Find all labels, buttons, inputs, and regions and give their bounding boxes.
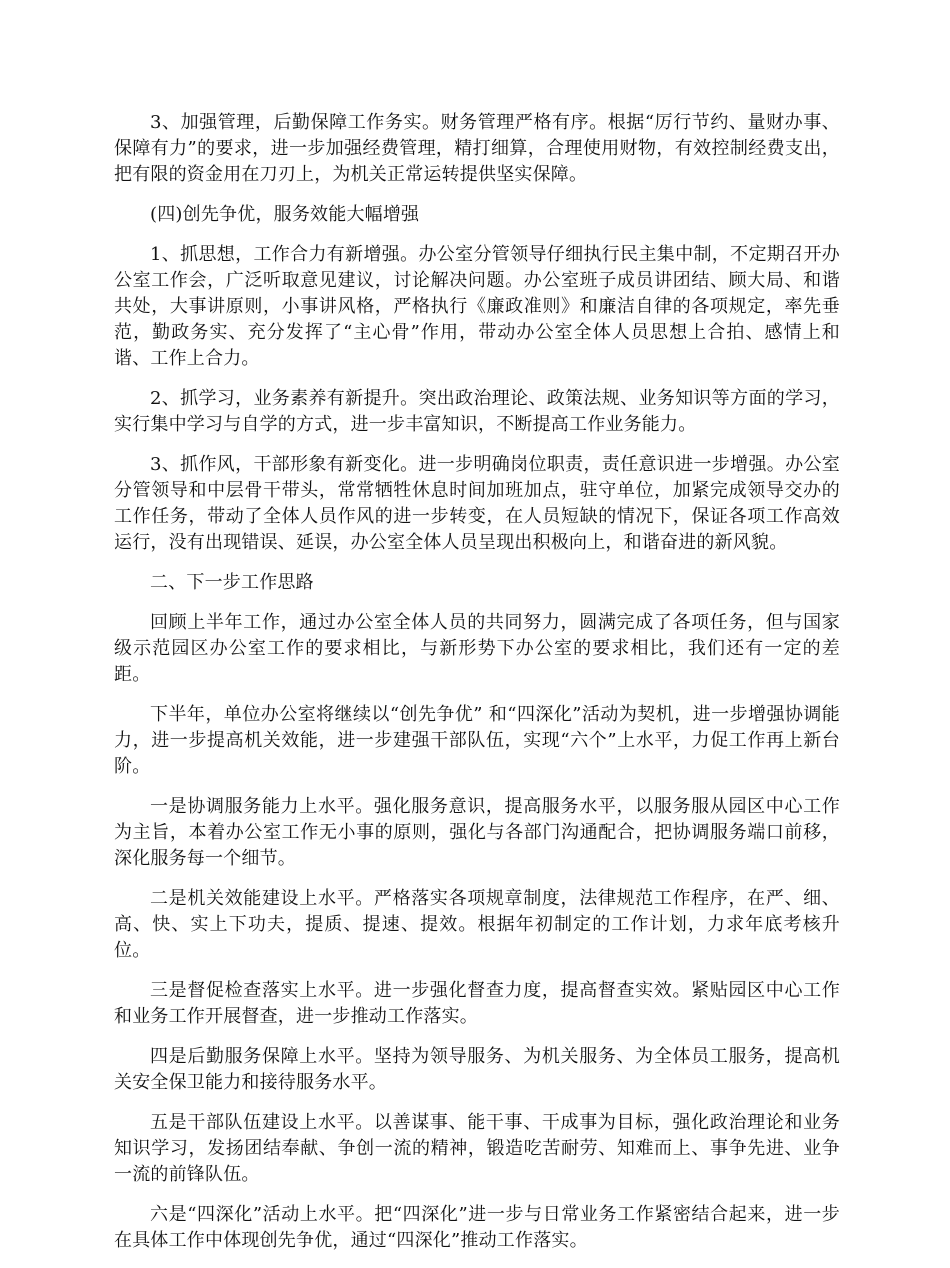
paragraph-finance-management: 3、加强管理，后勤保障工作务实。财务管理严格有序。根据“厉行节约、量财办事、保障有力”的要求，进一步加强经费管理，精打细算，合理使用财物，有效控制经费支出，把有限的资金用在刀刃上，为机关正常运转提供坚实保障。 [114, 112, 840, 185]
paragraph-coordination-service: 一是协调服务能力上水平。强化服务意识，提高服务水平，以服务服从园区中心工作为主旨，本着办公室工作无小事的原则，强化与各部门沟通配合，把协调服务端口前移，深化服务每一个细节。 [114, 796, 840, 869]
section-heading-next-steps: 二、下一步工作思路 [150, 572, 314, 593]
paragraph-efficiency-building: 二是机关效能建设上水平。严格落实各项规章制度，法律规范工作程序，在严、细、高、快、实上下功夫，提质、提速、提效。根据年初制定的工作计划，力求年底考核升位。 [114, 888, 840, 961]
section-heading-service-efficiency: (四)创先争优，服务效能大幅增强 [150, 204, 420, 225]
document-body [114, 110, 840, 1268]
paragraph-logistics: 四是后勤服务保障上水平。坚持为领导服务、为机关服务、为全体员工服务，提高机关安全保卫能力和接待服务水平。 [114, 1046, 840, 1093]
paragraph-ideology: 1、抓思想，工作合力有新增强。办公室分管领导仔细执行民主集中制，不定期召开办公室工作会，广泛听取意见建议，讨论解决问题。办公室班子成员讲团结、顾大局、和谐共处，大事讲原则，小事讲风格，严格执行《廉政准则》和廉洁自律的各项规定，率先垂范，勤政务实、充分发挥了“主心骨”作用，带动办公室全体人员思想上合拍、感情上和谐、工作上合力。 [114, 244, 840, 369]
paragraph-four-deepening: 六是“四深化”活动上水平。把“四深化”进一步与日常业务工作紧密结合起来，进一步在具体工作中体现创先争优，通过“四深化”推动工作落实。 [114, 1204, 840, 1251]
paragraph-study: 2、抓学习，业务素养有新提升。突出政治理论、政策法规、业务知识等方面的学习，实行集中学习与自学的方式，进一步丰富知识，不断提高工作业务能力。 [114, 388, 840, 435]
paragraph-team-building: 五是干部队伍建设上水平。以善谋事、能干事、干成事为目标，强化政治理论和业务知识学习，发扬团结奉献、争创一流的精神，锻造吃苦耐劳、知难而上、事争先进、业争一流的前锋队伍。 [114, 1112, 840, 1185]
paragraph-review: 回顾上半年工作，通过办公室全体人员的共同努力，圆满完成了各项任务，但与国家级示范园区办公室工作的要求相比，与新形势下办公室的要求相比，我们还有一定的差距。 [114, 612, 840, 685]
paragraph-second-half-plan: 下半年，单位办公室将继续以“创先争优” 和“四深化”活动为契机，进一步增强协调能力，进一步提高机关效能，进一步建强干部队伍，实现“六个”上水平，力促工作再上新台阶。 [114, 704, 840, 777]
paragraph-work-style: 3、抓作风，干部形象有新变化。进一步明确岗位职责，责任意识进一步增强。办公室分管领导和中层骨干带头，常常牺牲休息时间加班加点，驻守单位，加紧完成领导交办的工作任务，带动了全体人员作风的进一步转变，在人员短缺的情况下，保证各项工作高效运行，没有出现错误、延误，办公室全体人员呈现出积极向上，和谐奋进的新风貌。 [114, 454, 840, 553]
paragraph-supervision: 三是督促检查落实上水平。进一步强化督查力度，提高督查实效。紧贴园区中心工作和业务工作开展督查，进一步推动工作落实。 [114, 980, 840, 1027]
